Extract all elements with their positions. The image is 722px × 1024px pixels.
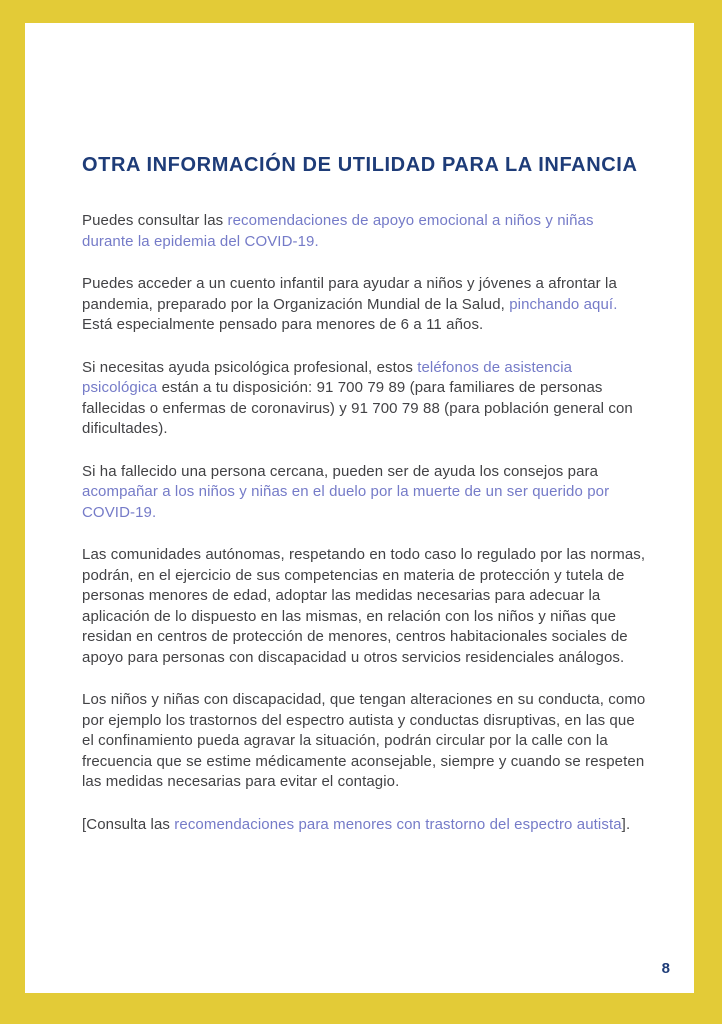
page-title: OTRA INFORMACIÓN DE UTILIDAD PARA LA INFANCIA (82, 154, 638, 176)
text-segment: Los niños y niñas con discapacidad, que tengan alteraciones en su conducta, como por ejemplo los trastornos del espectro autista y conductas disruptivas, en las que el confinamiento pueda agravar la situación, podrán circular por la calle con la frecuencia que se estime médicamente aconsejable, siempre y cuando se respeten las medidas necesarias para evitar el contagio. (82, 691, 646, 790)
paragraph (82, 462, 646, 524)
text-segment: Si ha fallecido una persona cercana, pueden ser de ayuda los consejos para (82, 462, 599, 480)
text-segment: Las comunidades autónomas, respetando en todo caso lo regulado por las normas, podrán, en el ejercicio de sus competencias en materia de protección y tutela de personas menores de edad, adoptar las medidas necesarias para adecuar la aplicación de lo dispuesto en las mismas, en relación con los niños y niñas que residan en centros de protección de menores, centros habitacionales sociales de apoyo para personas con discapacidad u otros servicios residenciales análogos. (82, 546, 646, 666)
paragraph (82, 545, 646, 668)
text-segment: Puedes consultar las (82, 212, 228, 229)
paragraph (82, 274, 646, 336)
text-segment: ]. (621, 815, 631, 833)
inline-link[interactable]: acompañar a los niños y niñas en el duelo por la muerte de un ser querido por COVID-19. (82, 483, 610, 521)
text-segment: Está especialmente pensado para menores de 6 a 11 años. (82, 316, 484, 333)
paragraphs (82, 211, 646, 835)
inline-link[interactable]: teléfonos de asistencia psicológica (82, 358, 573, 396)
inline-link[interactable]: pinchando aquí. (509, 295, 618, 313)
paragraph (82, 690, 646, 793)
text-segment: Si necesitas ayuda psicológica profesional, estos (82, 358, 418, 376)
inline-link[interactable]: recomendaciones de apoyo emocional a niños y niñas durante la epidemia del COVID-19. (82, 212, 594, 250)
paragraph (82, 358, 646, 440)
page-number: 8 (661, 960, 670, 977)
inline-link[interactable]: recomendaciones para menores con trastorno del espectro autista (174, 815, 622, 833)
text-segment: Puedes acceder a un cuento infantil para ayudar a niños y jóvenes a afrontar la pandemia, preparado por la Organización Mundial de la Salud, (82, 275, 617, 313)
content-sheet (25, 23, 694, 993)
paragraph (82, 211, 646, 252)
text-segment: [Consulta las (82, 815, 175, 833)
paragraph (82, 815, 646, 836)
text-segment: están a tu disposición: 91 700 79 89 (para familiares de personas fallecidas o enfermas de coronavirus) y 91 700 79 88 (para población general con dificultades). (82, 379, 633, 437)
